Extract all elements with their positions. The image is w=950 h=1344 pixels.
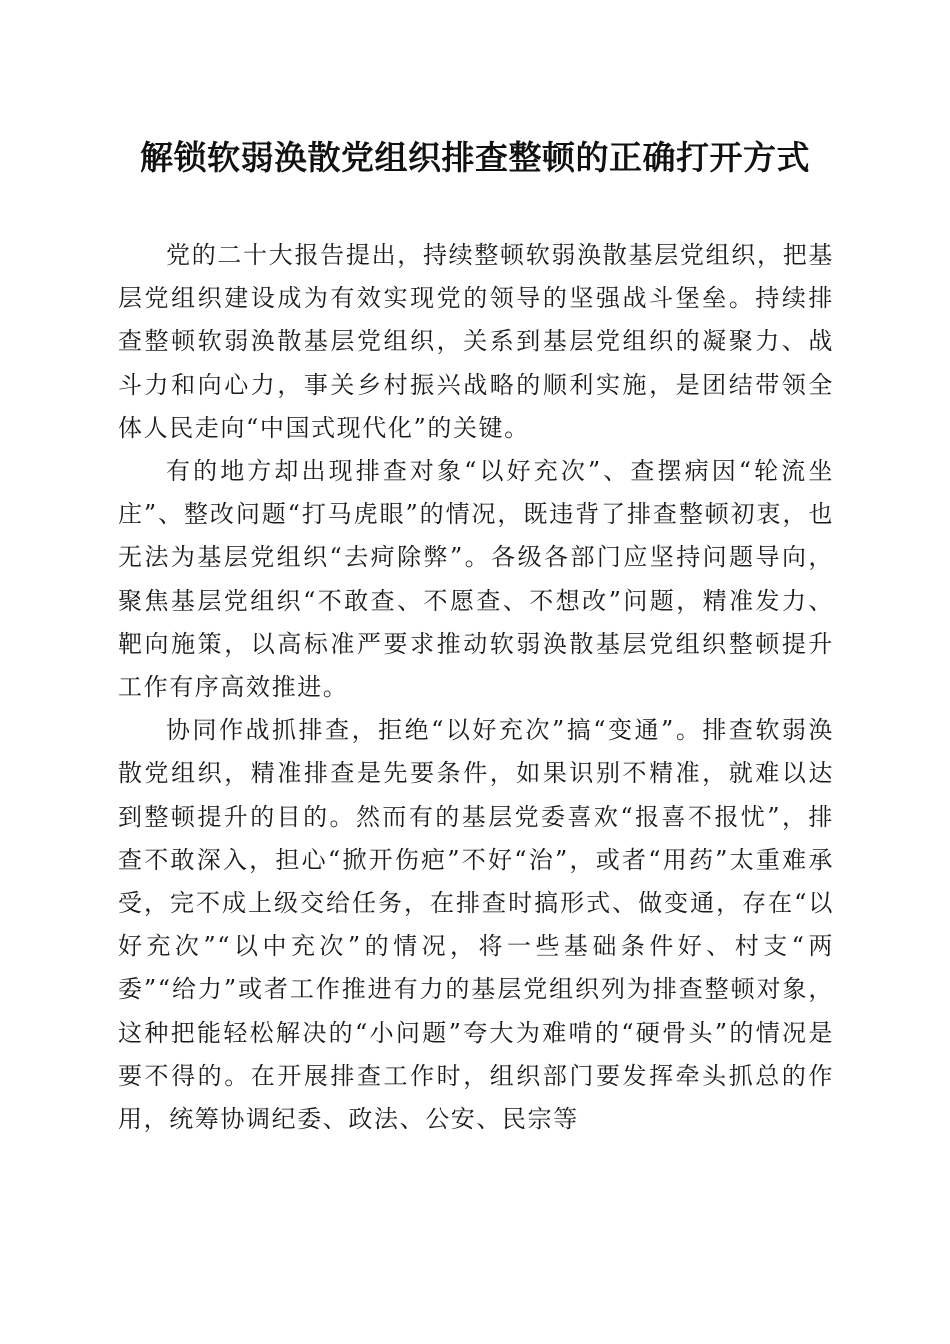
paragraph: 有的地方却出现排查对象“以好充次”、查摆病因“轮流坐庄”、整改问题“打马虎眼”的情况，既违背了排查整顿初衷，也无法为基层党组织“去疴除弊”。各级各部门应坚持问题导向，聚焦基层党组织“不敢查、不愿查、不想改”问题，精准发力、靶向施策，以高标准严要求推动软弱涣散基层党组织整顿提升工作有序高效推进。	[118, 457, 834, 702]
paragraph: 党的二十大报告提出，持续整顿软弱涣散基层党组织，把基层党组织建设成为有效实现党的领导的坚强战斗堡垒。持续排查整顿软弱涣散基层党组织，关系到基层党组织的凝聚力、战斗力和向心力，事关乡村振兴战略的顺利实施，是团结带领全体人民走向“中国式现代化”的关键。	[118, 241, 834, 442]
paragraph: 协同作战抓排查，拒绝“以好充次”搞“变通”。排查软弱涣散党组织，精准排查是先要条件，如果识别不精准，就难以达到整顿提升的目的。然而有的基层党委喜欢“报喜不报忧”，排查不敢深入，担心“掀开伤疤”不好“治”，或者“用药”太重难承受，完不成上级交给任务，在排查时搞形式、做变通，存在“以好充次”“以中充次”的情况，将一些基础条件好、村支“两委”“给力”或者工作推进有力的基层党组织列为排查整顿对象，这种把能轻松解决的“小问题”夸大为难啃的“硬骨头”的情况是要不得的。在开展排查工作时，组织部门要发挥牵头抓总的作用，统筹协调纪委、政法、公安、民宗等	[118, 716, 834, 1134]
document-title: 解锁软弱涣散党组织排查整顿的正确打开方式	[140, 138, 810, 177]
document-body	[118, 234, 834, 1141]
